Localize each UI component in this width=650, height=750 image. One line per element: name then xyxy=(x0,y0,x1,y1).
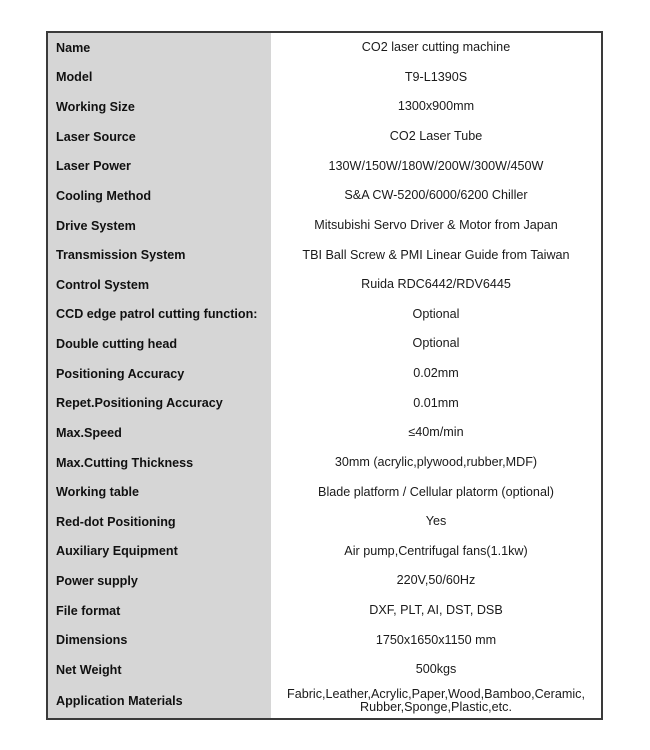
spec-value: T9-L1390S xyxy=(271,63,601,93)
spec-label: Dimensions xyxy=(48,626,271,656)
spec-row-file-format xyxy=(48,596,601,626)
spec-value: CO2 Laser Tube xyxy=(271,122,601,152)
spec-value: Ruida RDC6442/RDV6445 xyxy=(271,270,601,300)
spec-label: CCD edge patrol cutting function: xyxy=(48,300,271,330)
spec-label: Laser Power xyxy=(48,152,271,182)
spec-value: 220V,50/60Hz xyxy=(271,566,601,596)
spec-value: 130W/150W/180W/200W/300W/450W xyxy=(271,152,601,182)
spec-label: File format xyxy=(48,596,271,626)
spec-row-working-size xyxy=(48,92,601,122)
spec-value: Fabric,Leather,Acrylic,Paper,Wood,Bamboo,Ceramic, Rubber,Sponge,Plastic,etc. xyxy=(271,685,601,718)
spec-row-net-weight xyxy=(48,655,601,685)
spec-row-max-speed xyxy=(48,418,601,448)
spec-value: CO2 laser cutting machine xyxy=(271,33,601,63)
spec-value: 1750x1650x1150 mm xyxy=(271,626,601,656)
spec-row-positioning-accuracy xyxy=(48,359,601,389)
spec-label: Repet.Positioning Accuracy xyxy=(48,389,271,419)
spec-value: 0.02mm xyxy=(271,359,601,389)
spec-label: Transmission System xyxy=(48,240,271,270)
spec-label: Net Weight xyxy=(48,655,271,685)
spec-value: S&A CW-5200/6000/6200 Chiller xyxy=(271,181,601,211)
spec-row-repet-positioning-accuracy xyxy=(48,389,601,419)
spec-row-max-cutting-thickness xyxy=(48,448,601,478)
spec-label: Max.Speed xyxy=(48,418,271,448)
spec-label: Application Materials xyxy=(48,685,271,718)
spec-label: Cooling Method xyxy=(48,181,271,211)
spec-label: Working table xyxy=(48,477,271,507)
spec-row-dimensions xyxy=(48,626,601,656)
spec-value: Mitsubishi Servo Driver & Motor from Japan xyxy=(271,211,601,241)
spec-row-ccd-edge-patrol xyxy=(48,300,601,330)
spec-label: Drive System xyxy=(48,211,271,241)
spec-value: 0.01mm xyxy=(271,389,601,419)
spec-row-control-system xyxy=(48,270,601,300)
spec-table xyxy=(46,31,603,720)
spec-value: TBI Ball Screw & PMI Linear Guide from Taiwan xyxy=(271,240,601,270)
spec-label: Working Size xyxy=(48,92,271,122)
spec-row-drive-system xyxy=(48,211,601,241)
spec-value: Optional xyxy=(271,300,601,330)
spec-label: Power supply xyxy=(48,566,271,596)
spec-value: Air pump,Centrifugal fans(1.1kw) xyxy=(271,537,601,567)
spec-value: 500kgs xyxy=(271,655,601,685)
spec-row-application-materials xyxy=(48,685,601,718)
spec-row-red-dot-positioning xyxy=(48,507,601,537)
spec-row-name xyxy=(48,33,601,63)
spec-value: Optional xyxy=(271,329,601,359)
spec-row-auxiliary-equipment xyxy=(48,537,601,567)
spec-row-cooling-method xyxy=(48,181,601,211)
spec-value: DXF, PLT, AI, DST, DSB xyxy=(271,596,601,626)
spec-value: Blade platform / Cellular platorm (optional) xyxy=(271,477,601,507)
spec-value: Yes xyxy=(271,507,601,537)
spec-row-power-supply xyxy=(48,566,601,596)
spec-label: Laser Source xyxy=(48,122,271,152)
spec-row-laser-power xyxy=(48,152,601,182)
spec-row-laser-source xyxy=(48,122,601,152)
spec-label: Double cutting head xyxy=(48,329,271,359)
spec-label: Auxiliary Equipment xyxy=(48,537,271,567)
spec-label: Positioning Accuracy xyxy=(48,359,271,389)
spec-label: Name xyxy=(48,33,271,63)
spec-value: 30mm (acrylic,plywood,rubber,MDF) xyxy=(271,448,601,478)
spec-row-double-cutting-head xyxy=(48,329,601,359)
spec-label: Model xyxy=(48,63,271,93)
spec-value: ≤40m/min xyxy=(271,418,601,448)
spec-row-transmission-system xyxy=(48,240,601,270)
spec-label: Control System xyxy=(48,270,271,300)
spec-value: 1300x900mm xyxy=(271,92,601,122)
spec-label: Max.Cutting Thickness xyxy=(48,448,271,478)
spec-row-model xyxy=(48,63,601,93)
spec-label: Red-dot Positioning xyxy=(48,507,271,537)
spec-row-working-table xyxy=(48,477,601,507)
